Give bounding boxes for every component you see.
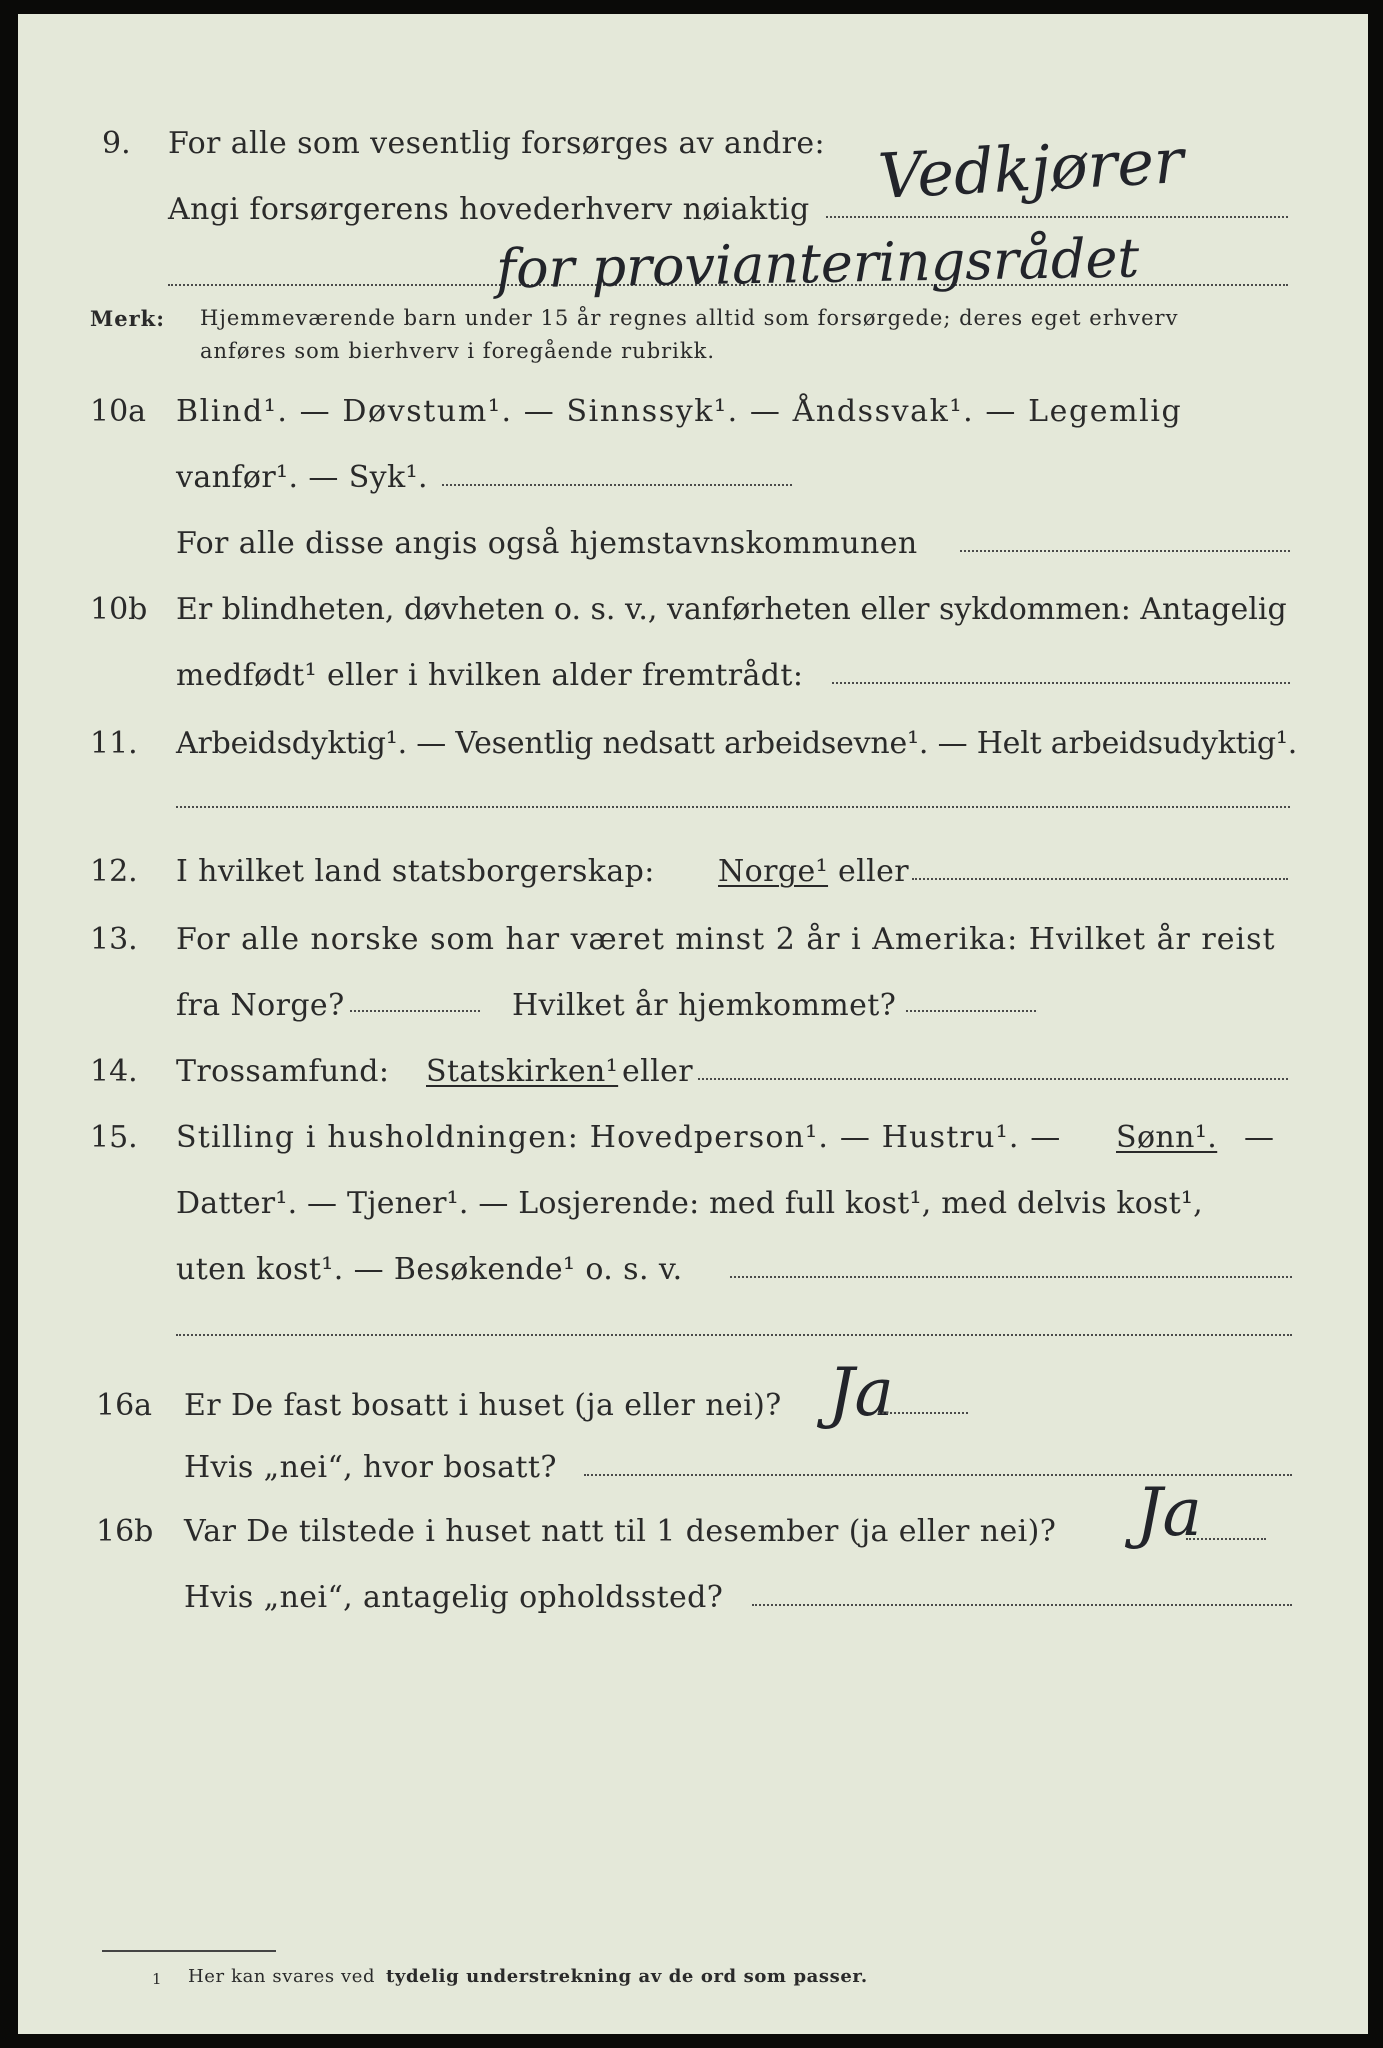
- q15-answer-line1: [730, 1274, 1292, 1278]
- q16a-number: 16a: [96, 1388, 153, 1423]
- q16b-number: 16b: [96, 1514, 154, 1549]
- q9-handwritten-answer1: Vedkjører: [876, 124, 1186, 213]
- merk-label: Merk:: [90, 306, 165, 331]
- footnote-text-a: Her kan svares ved: [188, 1966, 376, 1987]
- q12-suffix: eller: [838, 854, 910, 889]
- q10b-line2: medfødt¹ eller i hvilken alder fremtrådt:: [176, 658, 804, 693]
- q14-answer-line: [698, 1076, 1288, 1080]
- q12-answer-norge: Norge¹: [718, 854, 829, 889]
- q11-line1: Arbeidsdyktig¹. — Vesentlig nedsatt arbeidsevne¹. — Helt arbeidsudyktig¹.: [176, 726, 1298, 761]
- q10a-line2: vanfør¹. — Syk¹.: [176, 460, 428, 495]
- q15-number: 15.: [90, 1120, 138, 1155]
- q10b-number: 10b: [90, 592, 148, 627]
- q15-line1a: Stilling i husholdningen: Hovedperson¹. — Hustru¹. —: [176, 1120, 1062, 1155]
- q13-returned-line: [906, 1008, 1036, 1012]
- q13-line2b: Hvilket år hjemkommet?: [512, 988, 897, 1023]
- q9-line2: Angi forsørgerens hovederhverv nøiaktig: [168, 192, 810, 227]
- q15-line3: uten kost¹. — Besøkende¹ o. s. v.: [176, 1252, 683, 1287]
- q9-number: 9.: [102, 126, 131, 161]
- q14-suffix: eller: [622, 1054, 694, 1089]
- q10a-syk-line: [442, 482, 792, 486]
- q15-answer-sonn: Sønn¹.: [1116, 1120, 1218, 1155]
- q16a-line1: Er De fast bosatt i huset (ja eller nei)?: [184, 1388, 782, 1423]
- q16a-handwritten-answer: Ja: [828, 1354, 894, 1431]
- footnote-text-b: tydelig understrekning av de ord som passer.: [386, 1966, 868, 1987]
- q16b-handwritten-answer: Ja: [1136, 1474, 1202, 1551]
- q9-answer-line1: [826, 214, 1288, 218]
- q13-departed-line: [350, 1008, 480, 1012]
- q16b-line1: Var De tilstede i huset natt til 1 desember (ja eller nei)?: [184, 1514, 1057, 1549]
- q9-line1: For alle som vesentlig forsørges av andre:: [168, 126, 826, 161]
- q15-answer-line2: [176, 1332, 1292, 1336]
- q11-answer-line: [176, 804, 1290, 808]
- q16b-line2: Hvis „nei“, antagelig opholdssted?: [184, 1580, 724, 1615]
- q15-line1c: —: [1244, 1120, 1275, 1155]
- q10b-line1: Er blindheten, døvheten o. s. v., vanførheten eller sykdommen: Antagelig: [176, 592, 1287, 627]
- q14-prefix: Trossamfund:: [176, 1054, 390, 1089]
- q12-number: 12.: [90, 854, 138, 889]
- q13-line2a: fra Norge?: [176, 988, 345, 1023]
- q16a-answer-line: [878, 1410, 968, 1414]
- q16a-line2: Hvis „nei“, hvor bosatt?: [184, 1450, 557, 1485]
- merk-line1: Hjemmeværende barn under 15 år regnes alltid som forsørgede; deres eget erhverv: [200, 306, 1179, 330]
- q10a-number: 10a: [90, 394, 147, 429]
- q13-number: 13.: [90, 922, 138, 957]
- q13-line1: For alle norske som har været minst 2 år i Amerika: Hvilket år reist: [176, 922, 1276, 957]
- q14-number: 14.: [90, 1054, 138, 1089]
- footnote-rule: [102, 1950, 276, 1952]
- q16b-answer-line: [1186, 1536, 1266, 1540]
- q16b-location-line: [752, 1602, 1292, 1606]
- q14-answer-statskirken: Statskirken¹: [426, 1054, 619, 1089]
- merk-line2: anføres som bierhverv i foregående rubrikk.: [200, 339, 716, 363]
- q12-answer-line: [912, 876, 1288, 880]
- q9-handwritten-answer2: for provianteringsrådet: [495, 226, 1140, 301]
- q12-prefix: I hvilket land statsborgerskap:: [176, 854, 655, 889]
- q10b-answer-line: [832, 680, 1290, 684]
- footnote-mark: 1: [152, 1970, 163, 1988]
- census-form-page: [18, 14, 1368, 2034]
- q10a-home-line: [960, 548, 1290, 552]
- q10a-line1: Blind¹. — Døvstum¹. — Sinnssyk¹. — Åndssvak¹. — Legemlig: [176, 394, 1183, 429]
- q10a-line3: For alle disse angis også hjemstavnskommunen: [176, 526, 918, 561]
- q11-number: 11.: [90, 726, 138, 761]
- q15-line2: Datter¹. — Tjener¹. — Losjerende: med full kost¹, med delvis kost¹,: [176, 1186, 1203, 1221]
